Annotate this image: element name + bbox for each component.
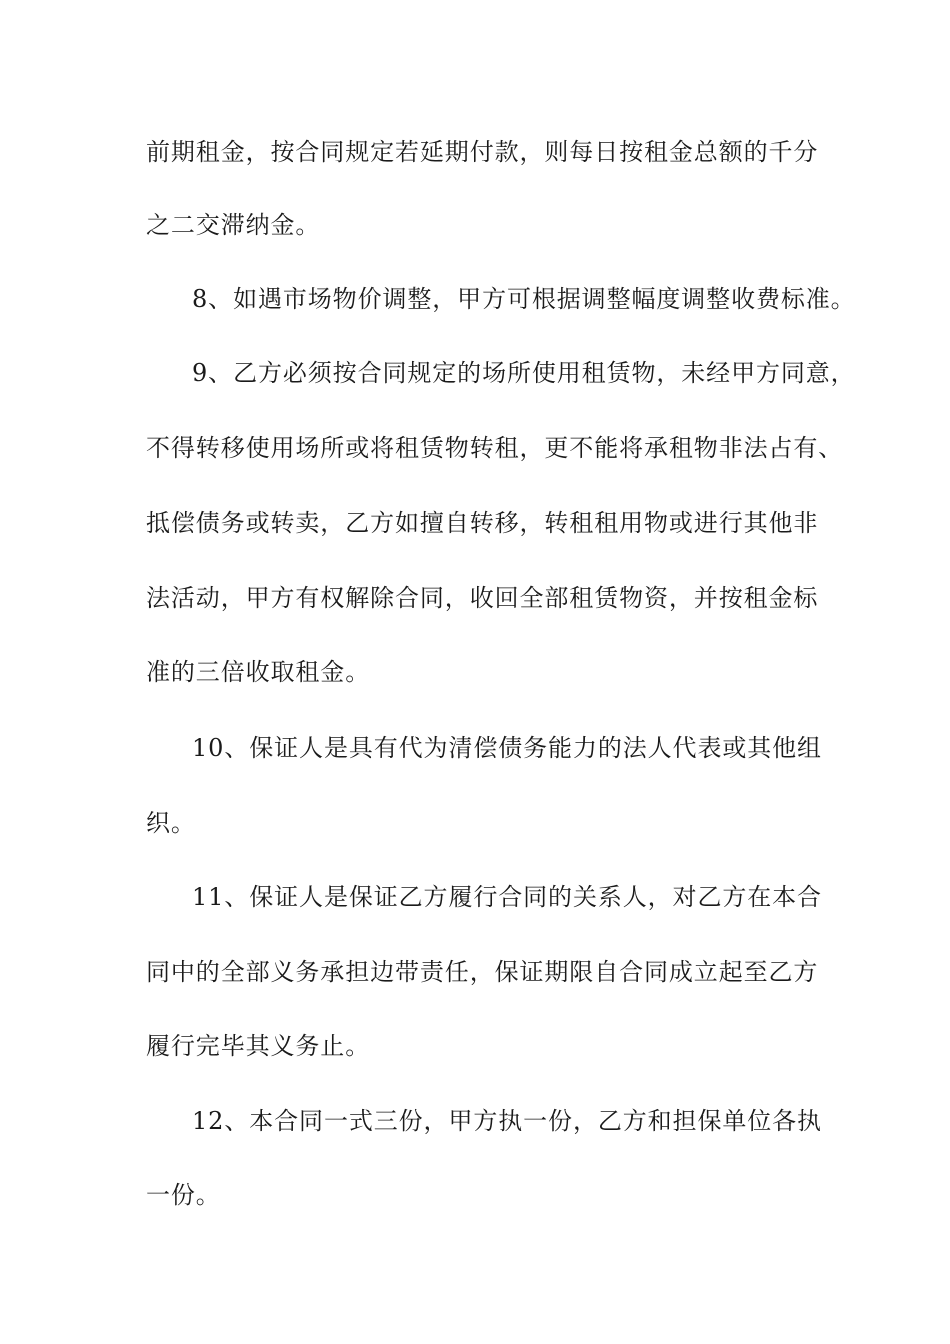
text-line: 之二交滞纳金。 [146, 211, 321, 239]
clause-10-text: 10、保证人是具有代为清偿债务能力的法人代表或其他组 [192, 734, 822, 762]
clause-11-text: 11、保证人是保证乙方履行合同的关系人，对乙方在本合 [192, 883, 822, 911]
text-line: 一份。 [146, 1181, 221, 1209]
text-line: 前期租金，按合同规定若延期付款，则每日按租金总额的千分 [146, 138, 819, 166]
clause-12-text: 12、本合同一式三份，甲方执一份，乙方和担保单位各执 [192, 1107, 822, 1135]
clause-9-text: 9、乙方必须按合同规定的场所使用租赁物，未经甲方同意， [192, 359, 856, 387]
text-line: 履行完毕其义务止。 [146, 1032, 371, 1060]
text-line: 织。 [146, 809, 196, 837]
text-line: 同中的全部义务承担边带责任，保证期限自合同成立起至乙方 [146, 958, 819, 986]
clause-8-text: 8、如遇市场物价调整，甲方可根据调整幅度调整收费标准。 [192, 285, 856, 313]
text-line: 法活动，甲方有权解除合同，收回全部租赁物资，并按租金标 [146, 584, 819, 612]
text-line: 不得转移使用场所或将租赁物转租，更不能将承租物非法占有、 [146, 434, 844, 462]
text-line: 抵偿债务或转卖，乙方如擅自转移，转租租用物或进行其他非 [146, 509, 819, 537]
text-line: 准的三倍收取租金。 [146, 658, 371, 686]
